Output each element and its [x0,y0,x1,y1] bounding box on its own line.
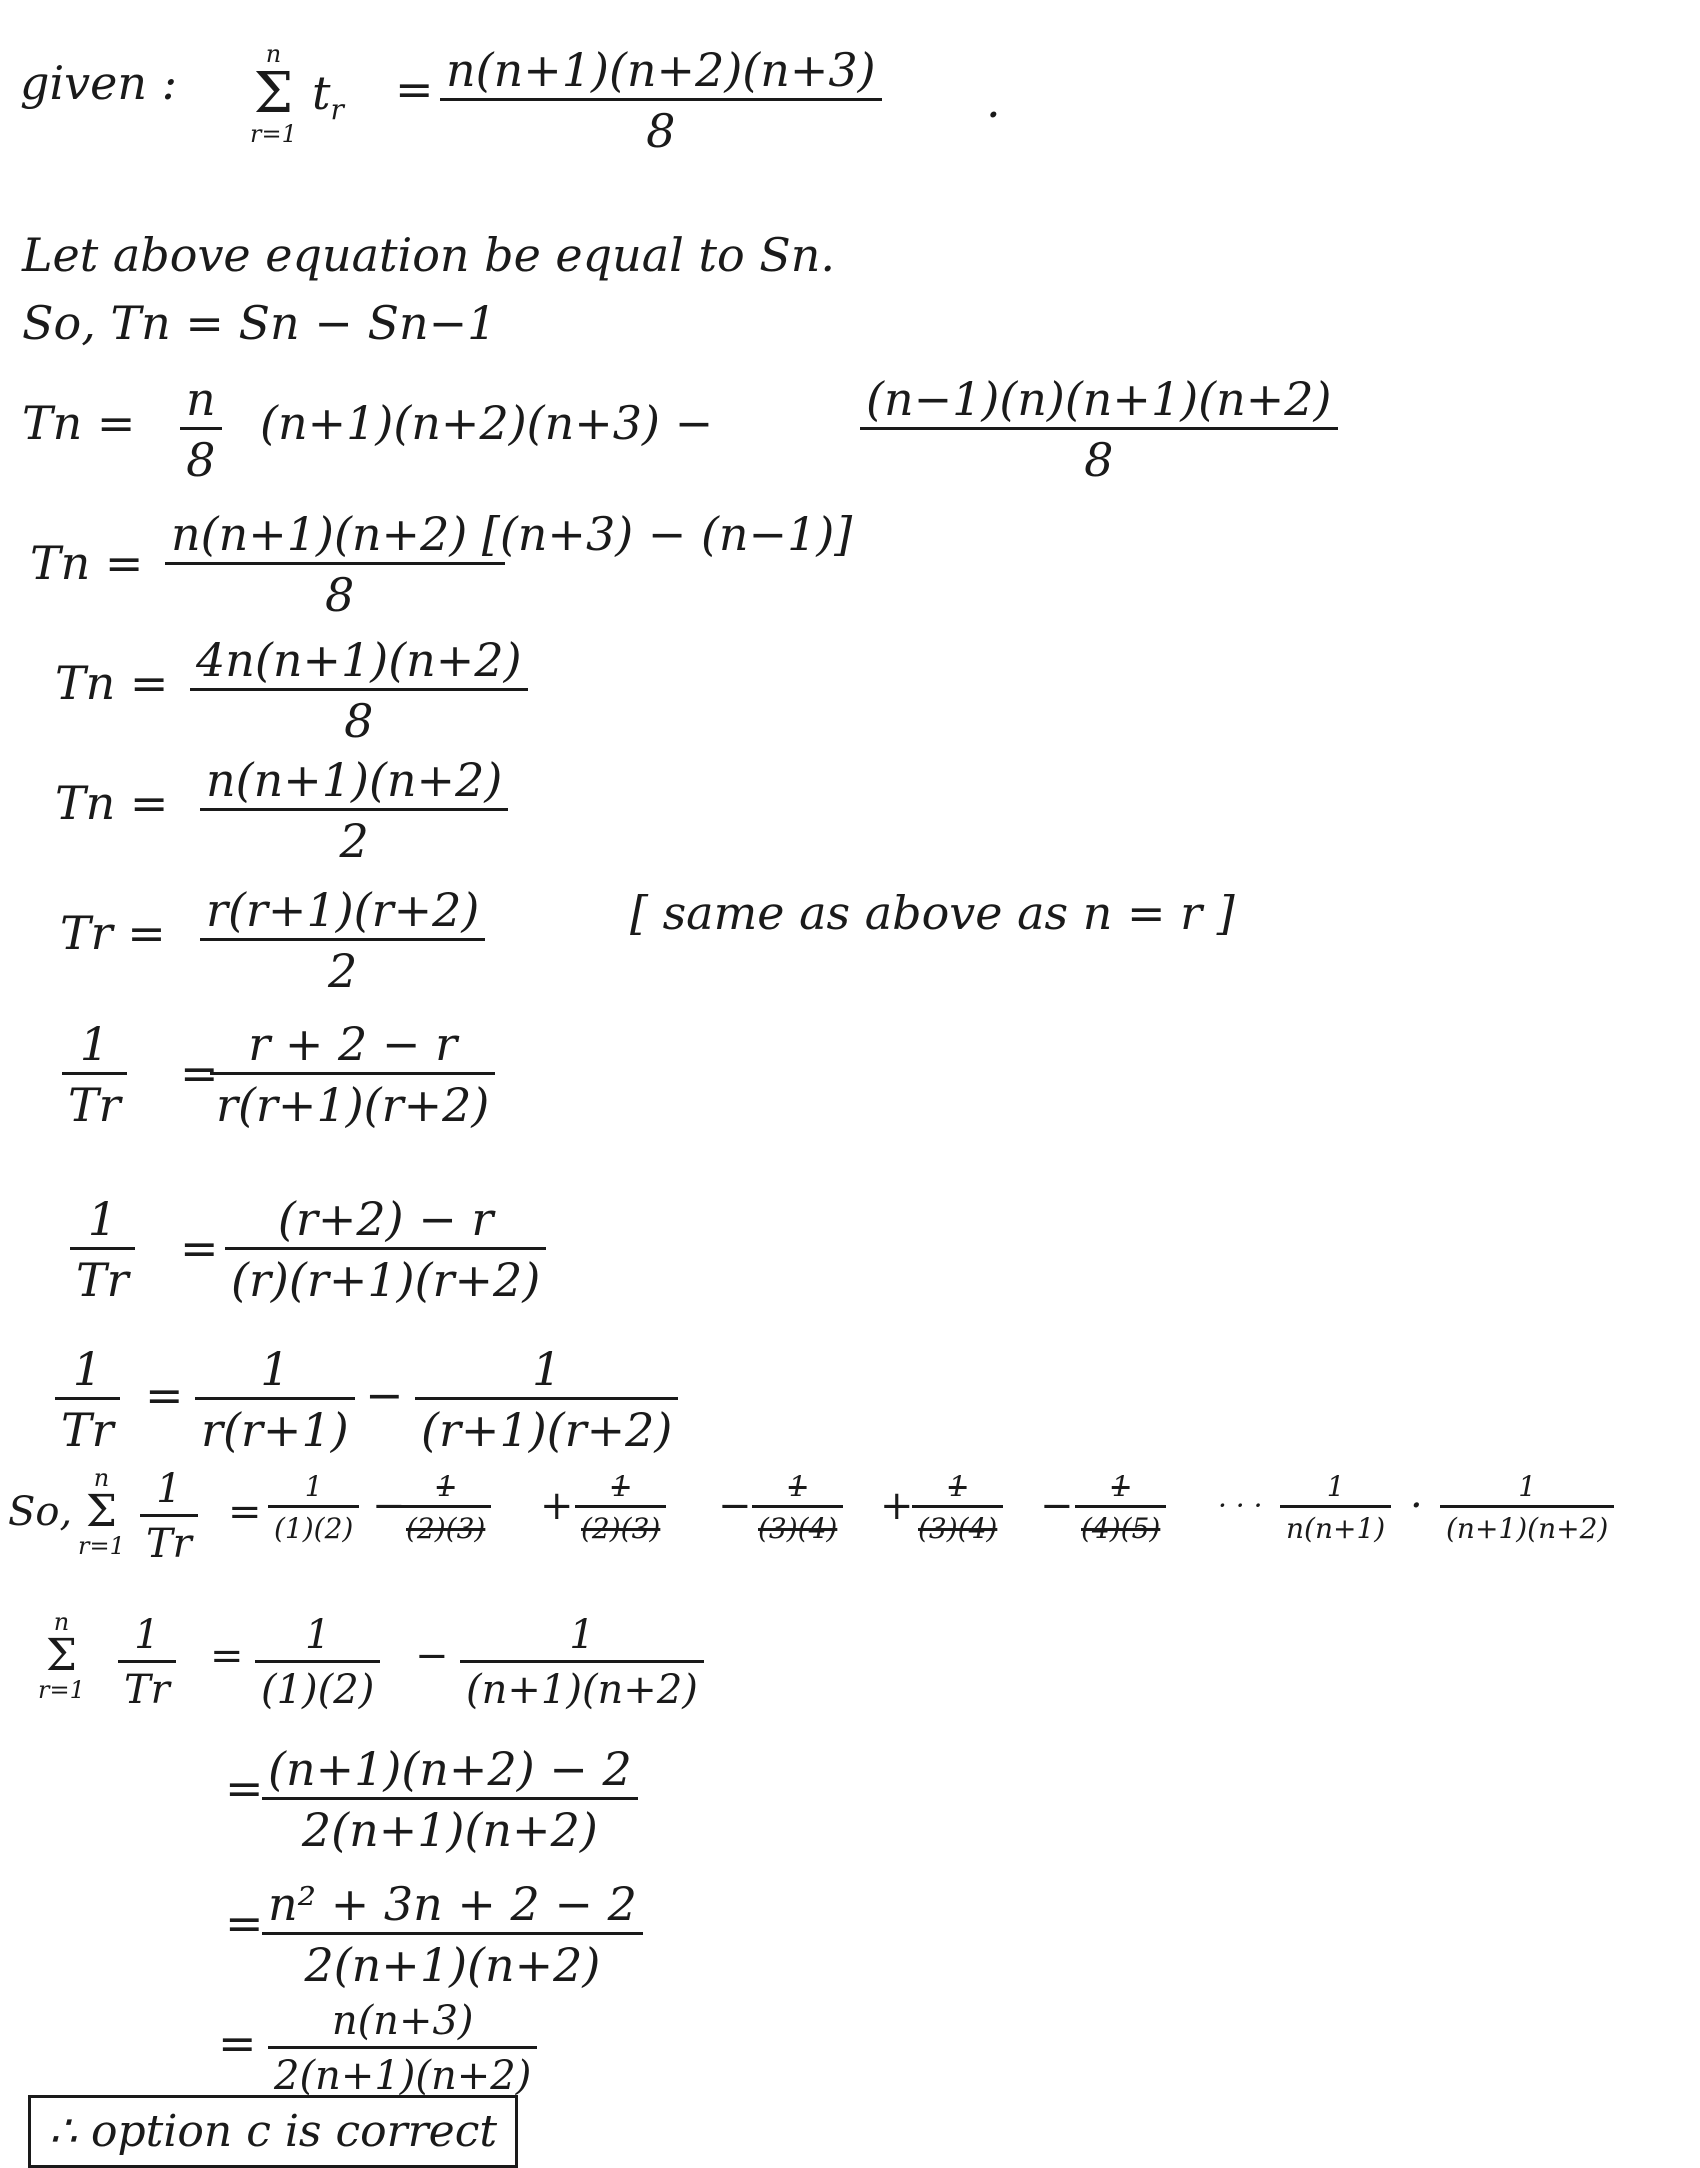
given-period: . [986,74,1001,128]
line12-op5: − [1040,1483,1074,1529]
line6-lhs: Tn = [55,656,169,710]
given-numerator: n(n+1)(n+2)(n+3) [446,43,876,97]
given-label: given : [20,56,178,110]
line7-lhs: Tn = [55,776,169,830]
line12-term6: 1 (4)(5) [1075,1472,1166,1544]
let-statement: Let above equation be equal to Sn. [22,228,836,282]
line12-lhs: 1 Tr [140,1468,198,1565]
line11-equals: = [145,1368,184,1422]
line11-minus: − [365,1368,404,1422]
line7-fraction: n(n+1)(n+2) 2 [200,756,508,866]
line12-ellipsis: · · · [1218,1489,1263,1522]
line13-fraction2: 1 (n+1)(n+2) [460,1614,704,1711]
given-equals: = [395,62,434,116]
so-statement: So, Tn = Sn − Sn−1 [22,296,497,350]
line4-lhs: Tn = [22,396,136,450]
line12-term2: 1 (2)(3) [400,1472,491,1544]
given-term: $t_r$ [312,66,344,127]
line12-term4: 1 (3)(4) [752,1472,843,1544]
line13-equals: = [210,1633,244,1679]
line9-lhs: 1 Tr [62,1020,127,1130]
line12-op4: + [880,1483,914,1529]
line14-equals: = [225,1761,264,1815]
line12-op7: · [1410,1483,1423,1529]
line8-fraction: r(r+1)(r+2) 2 [200,886,485,996]
line12-term1: 1 (1)(2) [268,1472,359,1544]
line12-so: So, [8,1489,73,1535]
line14-fraction: (n+1)(n+2) − 2 2(n+1)(n+2) [262,1745,638,1855]
line4-middle: (n+1)(n+2)(n+3) − [260,396,714,450]
line13-summation: n Σ r=1 [38,1608,85,1704]
line4-fraction1: n 8 [180,375,222,485]
line8-lhs: Tr = [60,906,166,960]
line12-op3: − [718,1483,752,1529]
line12-equals: = [228,1489,262,1535]
line16-equals: = [218,2016,257,2070]
line9-equals: = [180,1046,219,1100]
line12-op1: − [372,1483,406,1529]
line11-fraction2: 1 (r+1)(r+2) [415,1345,678,1455]
given-denominator: 8 [646,104,676,159]
line10-equals: = [180,1221,219,1275]
line10-fraction: (r+2) − r (r)(r+1)(r+2) [225,1195,546,1305]
line8-note: [ same as above as n = r ] [630,886,1235,940]
line13-lhs: 1 Tr [118,1614,176,1711]
line5-fraction: n(n+1)(n+2) [(n+3) − (n−1)] 8 [165,510,858,620]
conclusion-text: ∴ option c is correct [49,2106,498,2157]
line9-fraction: r + 2 − r r(r+1)(r+2) [210,1020,495,1130]
given-summation [250,42,297,146]
line4-fraction2: (n−1)(n)(n+1)(n+2) 8 [860,375,1338,485]
sigma-symbol: Σ [253,61,294,126]
line6-fraction: 4n(n+1)(n+2) 8 [190,636,528,746]
line10-lhs: 1 Tr [70,1195,135,1305]
line12-op2: + [540,1483,574,1529]
line5-lhs: Tn = [30,536,144,590]
conclusion-box [28,2095,518,2168]
line11-lhs: 1 Tr [55,1345,120,1455]
line13-fraction1: 1 (1)(2) [255,1614,380,1711]
sum-lower-limit: r=1 [250,120,297,148]
line15-fraction: n² + 3n + 2 − 2 2(n+1)(n+2) [262,1880,643,1990]
line12-term5: 1 (3)(4) [912,1472,1003,1544]
line12-term8: 1 (n+1)(n+2) [1440,1472,1614,1544]
given-fraction [440,43,882,159]
line11-fraction1: 1 r(r+1) [195,1345,355,1455]
line12-term7: 1 n(n+1) [1280,1472,1391,1544]
line12-summation: n Σ r=1 [78,1464,125,1560]
line15-equals: = [225,1896,264,1950]
line12-term3: 1 (2)(3) [575,1472,666,1544]
sum-upper-limit: n [265,40,282,68]
line16-fraction: n(n+3) 2(n+1)(n+2) [268,2000,537,2097]
line13-minus: − [415,1633,449,1679]
